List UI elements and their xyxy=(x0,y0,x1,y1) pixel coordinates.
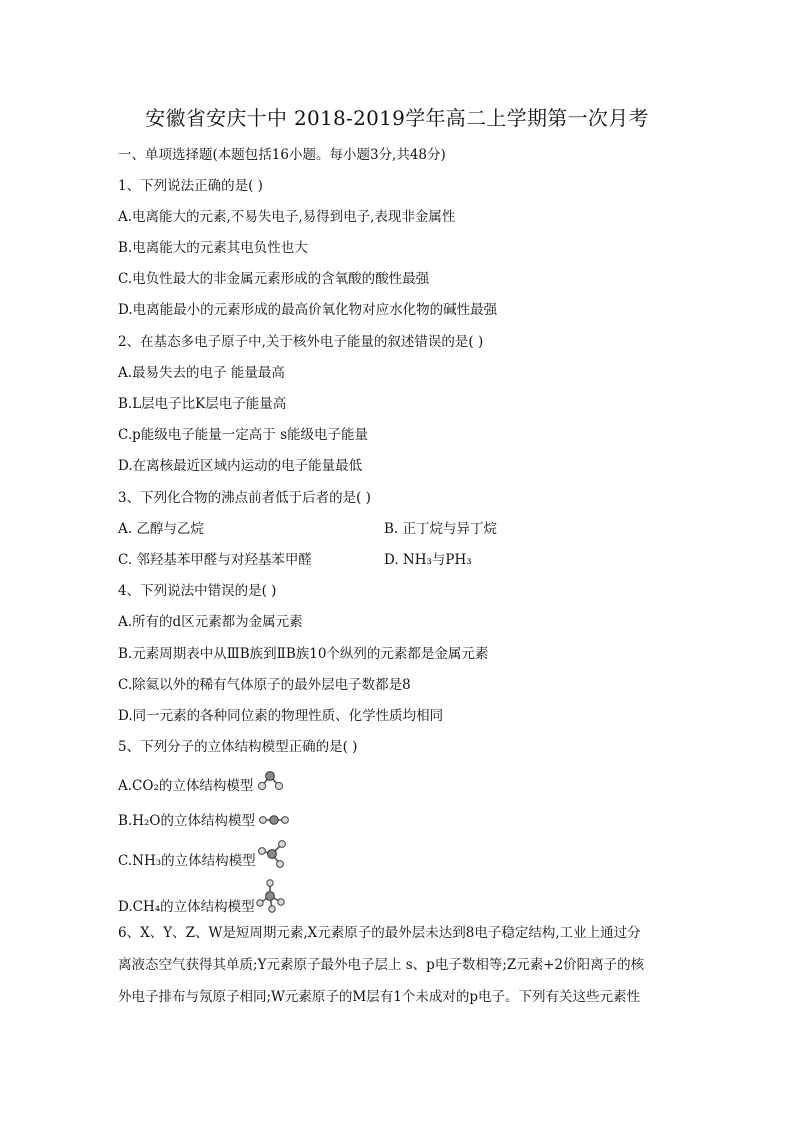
question-3-stem: 3、下列化合物的沸点前者低于后者的是( ) xyxy=(118,490,371,506)
question-2-option-a: A.最易失去的电子 能量最高 xyxy=(118,365,285,381)
question-5-option-d-label: D.CH₄的立体结构模型 xyxy=(118,899,255,915)
question-6-line-3: 外电子排布与氖原子相同;W元素原子的M层有1个未成对的p电子。下列有关这些元素性 xyxy=(118,989,640,1005)
section-heading: 一、单项选择题(本题包括16小题。每小题3分,共48分) xyxy=(118,147,446,163)
question-4-option-c: C.除氦以外的稀有气体原子的最外层电子数都是8 xyxy=(118,677,411,693)
question-1-option-d: D.电离能最小的元素形成的最高价氧化物对应水化物的碱性最强 xyxy=(118,302,498,318)
question-2-stem: 2、在基态多电子原子中,关于核外电子能量的叙述错误的是( ) xyxy=(118,334,484,350)
question-1-option-b: B.电离能大的元素其电负性也大 xyxy=(118,240,308,256)
question-5-option-a xyxy=(118,776,253,796)
trigonal-molecule-icon xyxy=(258,839,288,869)
question-6-line-2: 离液态空气获得其单质;Y元素原子最外电子层上 s、p电子数相等;Z元素+2价阳离子的核 xyxy=(118,957,645,973)
question-5-option-c-label: C.NH₃的立体结构模型 xyxy=(118,853,256,869)
question-3-option-d: D. NH₃与PH₃ xyxy=(384,552,472,568)
question-5-option-a-label: A.CO₂的立体结构模型 xyxy=(118,778,254,794)
question-5-option-b-label: B.H₂O的立体结构模型 xyxy=(118,813,255,829)
question-1-option-c: C.电负性最大的非金属元素形成的含氧酸的酸性最强 xyxy=(118,271,430,287)
exam-title: 安徽省安庆十中 2018-2019学年高二上学期第一次月考 xyxy=(145,106,649,130)
question-4-option-a: A.所有的d区元素都为金属元素 xyxy=(118,614,303,630)
question-1-stem: 1、下列说法正确的是( ) xyxy=(118,178,263,194)
question-2-option-d: D.在离核最近区域内运动的电子能量最低 xyxy=(118,458,363,474)
tetrahedral-molecule-icon xyxy=(256,879,286,913)
question-5-option-d xyxy=(118,897,255,917)
question-3-option-b: B. 正丁烷与异丁烷 xyxy=(384,521,498,537)
question-5-option-b xyxy=(118,811,255,831)
question-3-option-c: C. 邻羟基苯甲醛与对羟基苯甲醛 xyxy=(118,552,312,568)
question-4-option-d: D.同一元素的各种同位素的物理性质、化学性质均相同 xyxy=(118,708,444,724)
linear-molecule-icon xyxy=(258,813,290,827)
question-2-option-c: C.p能级电子能量一定高于 s能级电子能量 xyxy=(118,427,368,443)
question-5-option-c xyxy=(118,851,256,871)
question-3-option-a: A. 乙醇与乙烷 xyxy=(118,521,204,537)
question-4-option-b: B.元素周期表中从ⅢB族到ⅡB族10个纵列的元素都是金属元素 xyxy=(118,646,489,662)
question-2-option-b: B.L层电子比K层电子能量高 xyxy=(118,396,287,412)
question-5-stem: 5、下列分子的立体结构模型正确的是( ) xyxy=(118,739,358,755)
question-1-option-a: A.电离能大的元素,不易失电子,易得到电子,表现非金属性 xyxy=(118,209,456,225)
question-4-stem: 4、下列说法中错误的是( ) xyxy=(118,583,277,599)
question-6-line-1: 6、X、Y、Z、W是短周期元素,X元素原子的最外层未达到8电子稳定结构,工业上通过分 xyxy=(118,925,641,941)
bent-molecule-icon xyxy=(256,770,286,792)
